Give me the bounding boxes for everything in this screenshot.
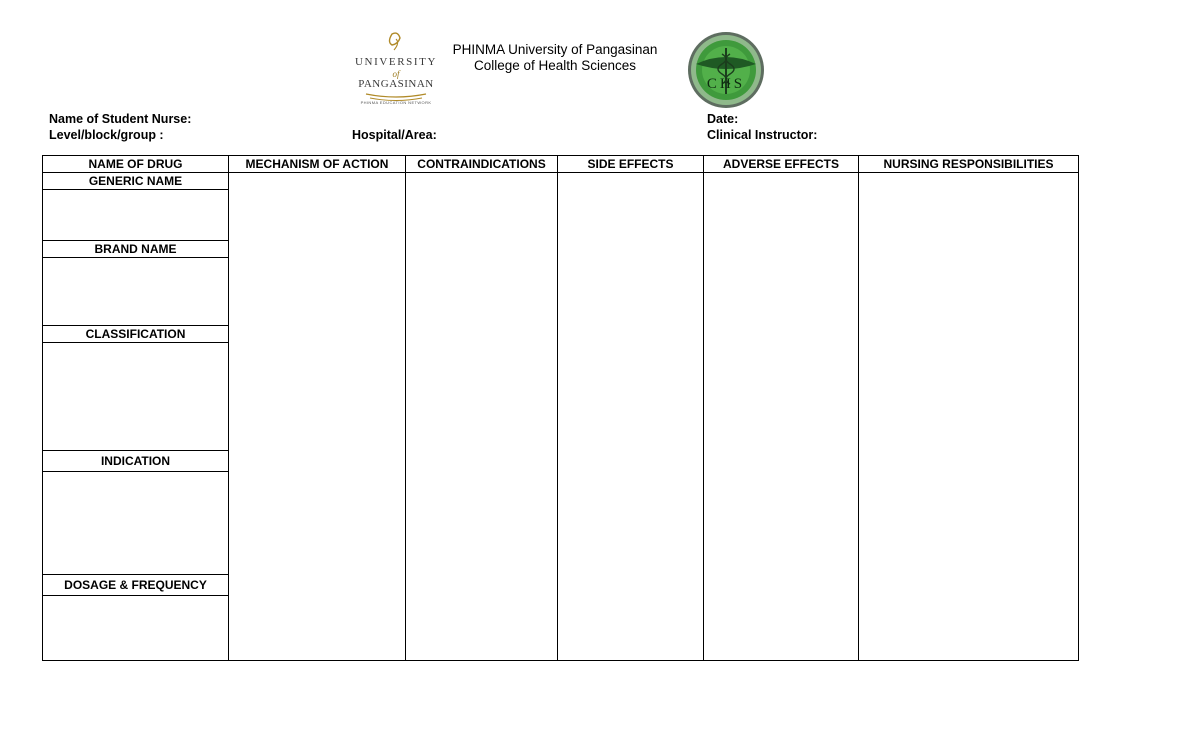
drug-section-label: BRAND NAME: [43, 241, 229, 258]
indication-field[interactable]: [43, 472, 229, 575]
classification-field[interactable]: [43, 343, 229, 451]
university-name: PHINMA University of Pangasinan: [452, 42, 658, 57]
clinical-instructor-label: Clinical Instructor:: [707, 128, 818, 142]
mechanism-of-action-field[interactable]: [229, 173, 406, 661]
column-header: MECHANISM OF ACTION: [229, 156, 406, 173]
university-logo-line1: UNIVERSITY: [355, 56, 437, 68]
column-header: SIDE EFFECTS: [558, 156, 704, 173]
adverse-effects-field[interactable]: [704, 173, 859, 661]
university-logo: [352, 30, 440, 108]
drug-section-label: DOSAGE & FREQUENCY: [43, 575, 229, 596]
column-header: ADVERSE EFFECTS: [704, 156, 859, 173]
page-title: [430, 42, 680, 74]
university-logo-line2: of: [392, 69, 400, 79]
column-header: NURSING RESPONSIBILITIES: [859, 156, 1079, 173]
brand-name-field[interactable]: [43, 258, 229, 326]
student-nurse-label: Name of Student Nurse:: [49, 112, 192, 126]
contraindications-field[interactable]: [406, 173, 558, 661]
drug-section-label: INDICATION: [43, 451, 229, 472]
college-name: College of Health Sciences: [473, 58, 637, 73]
column-header: CONTRAINDICATIONS: [406, 156, 558, 173]
nursing-responsibilities-field[interactable]: [859, 173, 1079, 661]
hospital-area-label: Hospital/Area:: [352, 128, 437, 142]
column-header: NAME OF DRUG: [43, 156, 229, 173]
university-logo-line3: PANGASINAN: [358, 78, 434, 90]
generic-name-field[interactable]: [43, 190, 229, 241]
caduceus-seal-icon: [686, 30, 766, 110]
drug-section-label: GENERIC NAME: [43, 173, 229, 190]
table-header-row: [43, 156, 1079, 173]
dosage-frequency-field[interactable]: [43, 596, 229, 661]
drug-study-table: [42, 155, 1079, 661]
drug-section-label: CLASSIFICATION: [43, 326, 229, 343]
college-seal-text: CHS: [706, 76, 746, 92]
date-label: Date:: [707, 112, 739, 126]
level-block-group-label: Level/block/group :: [49, 128, 164, 142]
university-logo-line4: PHINMA EDUCATION NETWORK: [360, 100, 432, 105]
college-seal: [686, 30, 766, 110]
side-effects-field[interactable]: [558, 173, 704, 661]
